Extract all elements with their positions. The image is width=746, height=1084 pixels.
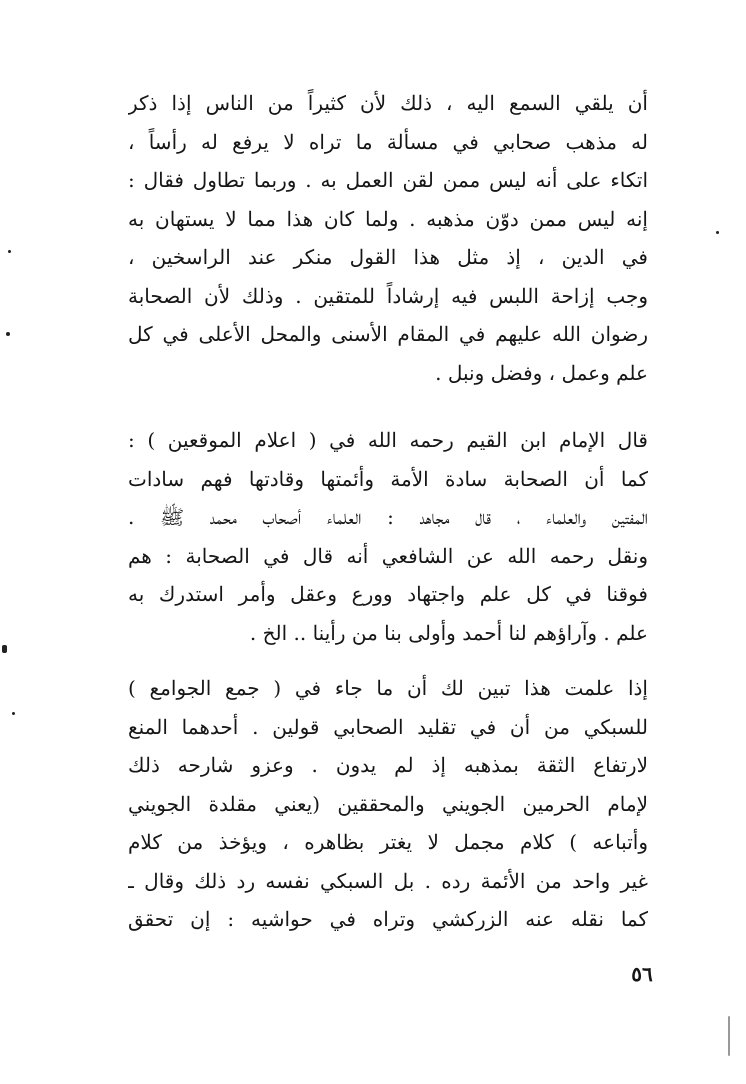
text-line: كما أن الصحابة سادة الأمة وأئمتها وقادتها فهم سادات xyxy=(128,466,648,491)
text-line: المفتين والعلماء ، قال مجاهد : العلماء أصحاب محمد ﷺ . xyxy=(128,505,648,529)
text-line: وجب إزاحة اللبس فيه إرشاداً للمتقين . وذلك لأن الصحابة xyxy=(128,283,648,308)
text-line: قال الإمام ابن القيم رحمه الله في ( اعلام الموقعين ) : xyxy=(128,428,648,452)
text-line: له مذهب صحابي في مسألة ما تراه لا يرفع له رأساً ، xyxy=(128,129,648,154)
text-line: اتكاء على أنه ليس ممن لقن العمل به . وربما تطاول فقال : xyxy=(128,168,648,192)
text-line: فوقنا في كل علم واجتهاد وورع وعقل وأمر استدرك به xyxy=(128,582,648,606)
text-line: في الدين ، إذ مثل هذا القول منكر عند الراسخين ، xyxy=(128,245,648,269)
scan-speck xyxy=(728,1016,730,1056)
text-line: غير واحد من الأئمة رده . بل السبكي نفسه رد ذلك وقال ـ xyxy=(128,868,648,893)
text-line: إنه ليس ممن دوّن مذهبه . ولما كان هذا مما لا يستهان به xyxy=(128,206,648,231)
scan-speck xyxy=(716,231,719,234)
scan-speck xyxy=(6,332,10,336)
paragraph-1 xyxy=(128,84,648,392)
text-line: إذا علمت هذا تبين لك أن ما جاء في ( جمع الجوامع ) xyxy=(128,676,648,700)
text-line: وأتباعه ) كلام مجمل لا يغتر بظاهره ، ويؤخذ من كلام xyxy=(128,830,648,854)
text-line: رضوان الله عليهم في المقام الأسنى والمحل الأعلى في كل xyxy=(128,322,648,346)
scan-speck xyxy=(8,250,11,253)
text-line: للسبكي من أن في تقليد الصحابي قولين . أحدهما المنع xyxy=(128,714,648,739)
text-line: لارتفاع الثقة بمذهبه إذ لم يدون . وعزو شارحه ذلك xyxy=(128,753,648,777)
text-line: علم . وآراؤهم لنا أحمد وأولى بنا من رأينا .. الخ . xyxy=(249,620,648,645)
paragraph-2 xyxy=(128,421,648,652)
text-line: لإمام الحرمين الجويني والمحققين (يعني مقلدة الجويني xyxy=(128,791,648,816)
paragraph-3 xyxy=(128,669,648,939)
scan-speck xyxy=(12,712,15,715)
text-line: أن يلقي السمع اليه ، ذلك لأن كثيراً من الناس إذا ذكر xyxy=(128,91,648,115)
scan-speck xyxy=(2,645,7,653)
text-line: علم وعمل ، وفضل ونبل . xyxy=(435,360,648,385)
text-line: ونقل رحمه الله عن الشافعي أنه قال في الصحابة : هم xyxy=(128,543,648,568)
page-number: ٥٦ xyxy=(631,962,653,986)
text-line: كما نقله عنه الزركشي وتراه في حواشيه : إن تحقق xyxy=(128,907,648,931)
